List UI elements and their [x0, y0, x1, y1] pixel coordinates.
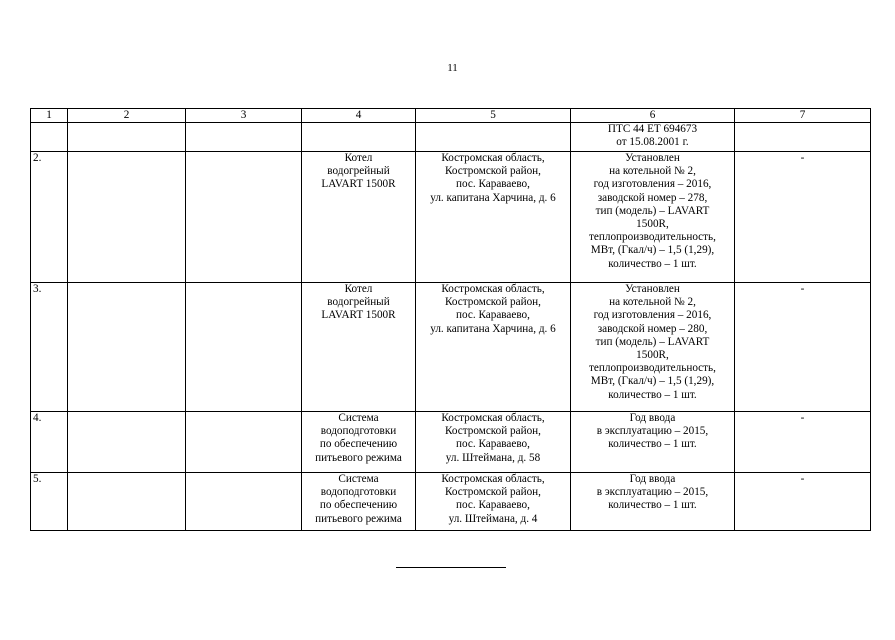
- equipment-address-line: Костромской район,: [445, 425, 541, 438]
- page-number: 11: [447, 62, 458, 74]
- equipment-address-line: пос. Караваево,: [456, 178, 530, 191]
- table-row: [31, 412, 871, 473]
- table-row: [31, 283, 871, 412]
- equipment-address-line: ул. Штеймана, д. 58: [445, 451, 541, 464]
- equipment-details-line: Год ввода: [629, 473, 676, 485]
- equipment-address-line: Костромской район,: [445, 296, 541, 309]
- table-row: [31, 152, 871, 283]
- table-row: [31, 473, 871, 531]
- equipment-address-line: пос. Караваево,: [456, 438, 530, 451]
- equipment-details-line: тип (модель) – LAVART: [595, 204, 710, 217]
- cell-col-3: [186, 283, 302, 412]
- equipment-details-line: год изготовления – 2016,: [593, 309, 712, 322]
- footnote-divider: [396, 567, 506, 568]
- row-number: 2.: [31, 152, 68, 283]
- equipment-details: [571, 473, 735, 531]
- equipment-address-line: Костромской район,: [445, 165, 541, 178]
- equipment-details-line: ПТС 44 ЕТ 694673: [607, 123, 698, 135]
- column-header: 6: [571, 109, 735, 123]
- equipment-details-line: теплопроизводительность,: [589, 231, 716, 244]
- equipment-name: [302, 412, 416, 473]
- equipment-details-line: количество – 1 шт.: [608, 388, 697, 401]
- equipment-address: [416, 123, 571, 152]
- equipment-details-line: тип (модель) – LAVART: [595, 335, 710, 348]
- column-header: 4: [302, 109, 416, 123]
- equipment-name-line: LAVART 1500R: [321, 309, 396, 322]
- cell-col-2: [68, 123, 186, 152]
- table-header-row: [31, 109, 871, 123]
- row-number: 4.: [31, 412, 68, 473]
- row-number: 3.: [31, 283, 68, 412]
- cell-col-3: [186, 152, 302, 283]
- cell-col-7: -: [735, 152, 871, 283]
- equipment-details: [571, 412, 735, 473]
- cell-col-7: -: [735, 412, 871, 473]
- equipment-details-line: в эксплуатацию – 2015,: [596, 425, 709, 438]
- equipment-details-line: МВт, (Гкал/ч) – 1,5 (1,29),: [590, 244, 715, 257]
- cell-col-7: [735, 123, 871, 152]
- equipment-details-line: теплопроизводительность,: [589, 362, 716, 375]
- row-number: 5.: [31, 473, 68, 531]
- equipment-address-line: ул. Штеймана, д. 4: [448, 512, 538, 525]
- equipment-name-line: водоподготовки: [320, 486, 397, 499]
- cell-col-2: [68, 152, 186, 283]
- equipment-address-line: ул. капитана Харчина, д. 6: [430, 322, 556, 335]
- equipment-name-line: LAVART 1500R: [321, 178, 396, 191]
- equipment-address-line: пос. Караваево,: [456, 309, 530, 322]
- equipment-details-line: 1500R,: [636, 218, 669, 231]
- equipment-name-line: по обеспечению: [319, 499, 398, 512]
- column-header: 3: [186, 109, 302, 123]
- equipment-name: [302, 123, 416, 152]
- equipment-details-line: количество – 1 шт.: [608, 257, 697, 270]
- column-header: 5: [416, 109, 571, 123]
- equipment-address-line: Костромская область,: [441, 412, 545, 424]
- column-header: 7: [735, 109, 871, 123]
- equipment-details: [571, 283, 735, 412]
- equipment-details-line: на котельной № 2,: [609, 296, 696, 309]
- equipment-name-line: Котел: [344, 283, 373, 295]
- equipment-name-line: питьевого режима: [315, 451, 402, 464]
- equipment-name-line: Котел: [344, 152, 373, 164]
- equipment-name-line: Система: [338, 412, 379, 424]
- cell-col-2: [68, 412, 186, 473]
- cell-col-2: [68, 283, 186, 412]
- equipment-name-line: водоподготовки: [320, 425, 397, 438]
- equipment-details-line: от 15.08.2001 г.: [616, 136, 689, 149]
- equipment-details-line: количество – 1 шт.: [608, 499, 697, 512]
- equipment-details-line: Установлен: [625, 283, 680, 295]
- table-row: [31, 123, 871, 152]
- equipment-address-line: Костромской район,: [445, 486, 541, 499]
- equipment-details-line: Год ввода: [629, 412, 676, 424]
- equipment-details-line: в эксплуатацию – 2015,: [596, 486, 709, 499]
- equipment-details-line: 1500R,: [636, 349, 669, 362]
- equipment-address-line: ул. капитана Харчина, д. 6: [430, 191, 556, 204]
- equipment-address: [416, 412, 571, 473]
- equipment-address: [416, 473, 571, 531]
- equipment-address-line: Костромская область,: [441, 152, 545, 164]
- cell-col-3: [186, 123, 302, 152]
- equipment-name-line: Система: [338, 473, 379, 485]
- column-header: 2: [68, 109, 186, 123]
- equipment-name: [302, 283, 416, 412]
- equipment-address-line: Костромская область,: [441, 473, 545, 485]
- equipment-details: [571, 152, 735, 283]
- equipment-name-line: питьевого режима: [315, 512, 402, 525]
- equipment-table: [30, 108, 871, 531]
- equipment-details-line: количество – 1 шт.: [608, 438, 697, 451]
- cell-col-7: -: [735, 473, 871, 531]
- equipment-details-line: год изготовления – 2016,: [593, 178, 712, 191]
- cell-col-2: [68, 473, 186, 531]
- equipment-name-line: по обеспечению: [319, 438, 398, 451]
- equipment-details-line: заводской номер – 280,: [597, 322, 708, 335]
- equipment-details: [571, 123, 735, 152]
- column-header: 1: [31, 109, 68, 123]
- equipment-name-line: водогрейный: [327, 296, 390, 309]
- equipment-details-line: Установлен: [625, 152, 680, 164]
- equipment-address-line: Костромская область,: [441, 283, 545, 295]
- equipment-name: [302, 152, 416, 283]
- equipment-address-line: пос. Караваево,: [456, 499, 530, 512]
- cell-col-3: [186, 412, 302, 473]
- row-number: [31, 123, 68, 152]
- equipment-address: [416, 152, 571, 283]
- equipment-name: [302, 473, 416, 531]
- equipment-address: [416, 283, 571, 412]
- equipment-name-line: водогрейный: [327, 165, 390, 178]
- equipment-details-line: заводской номер – 278,: [597, 191, 708, 204]
- equipment-details-line: МВт, (Гкал/ч) – 1,5 (1,29),: [590, 375, 715, 388]
- cell-col-7: -: [735, 283, 871, 412]
- cell-col-3: [186, 473, 302, 531]
- equipment-details-line: на котельной № 2,: [609, 165, 696, 178]
